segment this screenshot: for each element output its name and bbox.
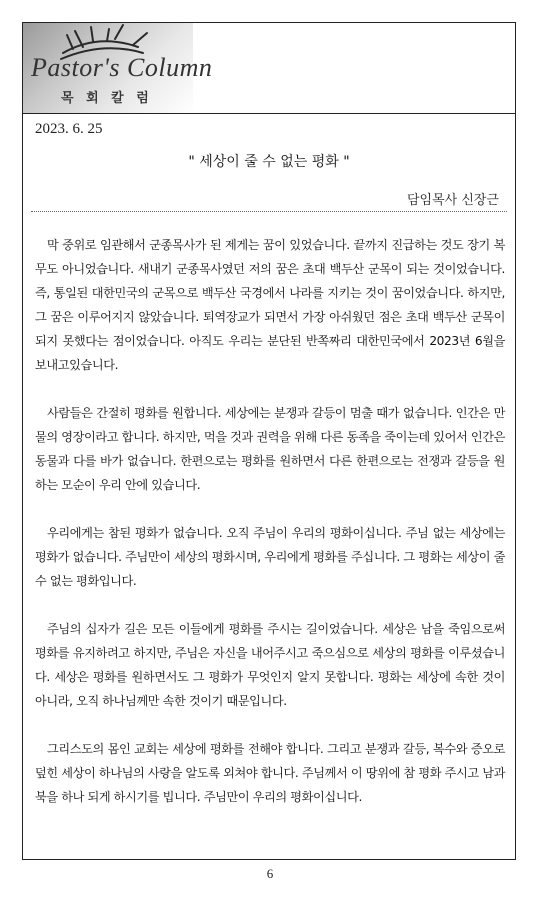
paragraph-4: 주님의 십자가 길은 모든 이들에게 평화를 주시는 길이었습니다. 세상은 남을 죽임으로써 평화를 유지하려고 하지만, 주님은 자신을 내어주시고 죽으심으로 세상의 평화를 이루셨습니다. 세상은 평화를 원하면서도 그 평화가 무엇인지 알지 못합니다. 평화는 세상에 속한 것이 아니라, 오직 하나님께만 속한 것이기 때문입니다. — [35, 622, 505, 708]
column-banner — [23, 23, 515, 114]
column-date: 2023. 6. 25 — [35, 121, 103, 137]
column-body — [35, 233, 505, 833]
column-author: 담임목사 신장근 — [406, 193, 499, 208]
column-frame — [22, 22, 516, 860]
page-number: 6 — [266, 866, 274, 881]
banner-subtitle: 목 회 칼 럼 — [61, 91, 153, 106]
dotted-divider — [31, 211, 507, 212]
paragraph-2: 사람들은 간절히 평화를 원합니다. 세상에는 분쟁과 갈등이 멈출 때가 없습니다. 인간은 만물의 영장이라고 합니다. 하지만, 먹을 것과 권력을 위해 다른 동족을 죽이는데 있어서 인간은 동물과 다를 바가 없습니다. 한편으로는 평화를 원하면서 다른 한편으로는 전쟁과 갈등을 원하는 모순이 우리 안에 있습니다. — [35, 406, 505, 492]
paragraph-1: 막 중위로 임관해서 군종목사가 된 제게는 꿈이 있었습니다. 끝까지 진급하는 것도 장기 복무도 아니었습니다. 새내기 군종목사였던 저의 꿈은 초대 백두산 군목이 되는 것이었습니다. 즉, 통일된 대한민국의 군목으로 백두산 국경에서 나라를 지키는 것이 꿈이었습니다. 하지만, 그 꿈은 이루어지지 않았습니다. 퇴역장교가 되면서 가장 아쉬웠던 점은 초대 백두산 군목이 되지 못했다는 점이었습니다. 아직도 우리는 분단된 반쪽짜리 대한민국에서 2023년 6월을 보내고있습니다. — [35, 238, 505, 372]
column-title: " 세상이 줄 수 없는 평화 " — [188, 154, 350, 170]
banner-title: Pastor's Column — [31, 53, 213, 82]
paragraph-3: 우리에게는 참된 평화가 없습니다. 오직 주님이 우리의 평화이십니다. 주님 없는 세상에는 평화가 없습니다. 주님만이 세상의 평화시며, 우리에게 평화를 주십니다. 그 평화는 세상이 줄 수 없는 평화입니다. — [35, 526, 505, 588]
paragraph-5: 그리스도의 몸인 교회는 세상에 평화를 전해야 합니다. 그리고 분쟁과 갈등, 복수와 증오로 덮힌 세상이 하나님의 사랑을 알도록 외쳐야 합니다. 주님께서 이 땅위에 참 평화 주시고 남과 북을 하나 되게 하시기를 빕니다. 주님만이 우리의 평화이십니다. — [35, 742, 505, 804]
